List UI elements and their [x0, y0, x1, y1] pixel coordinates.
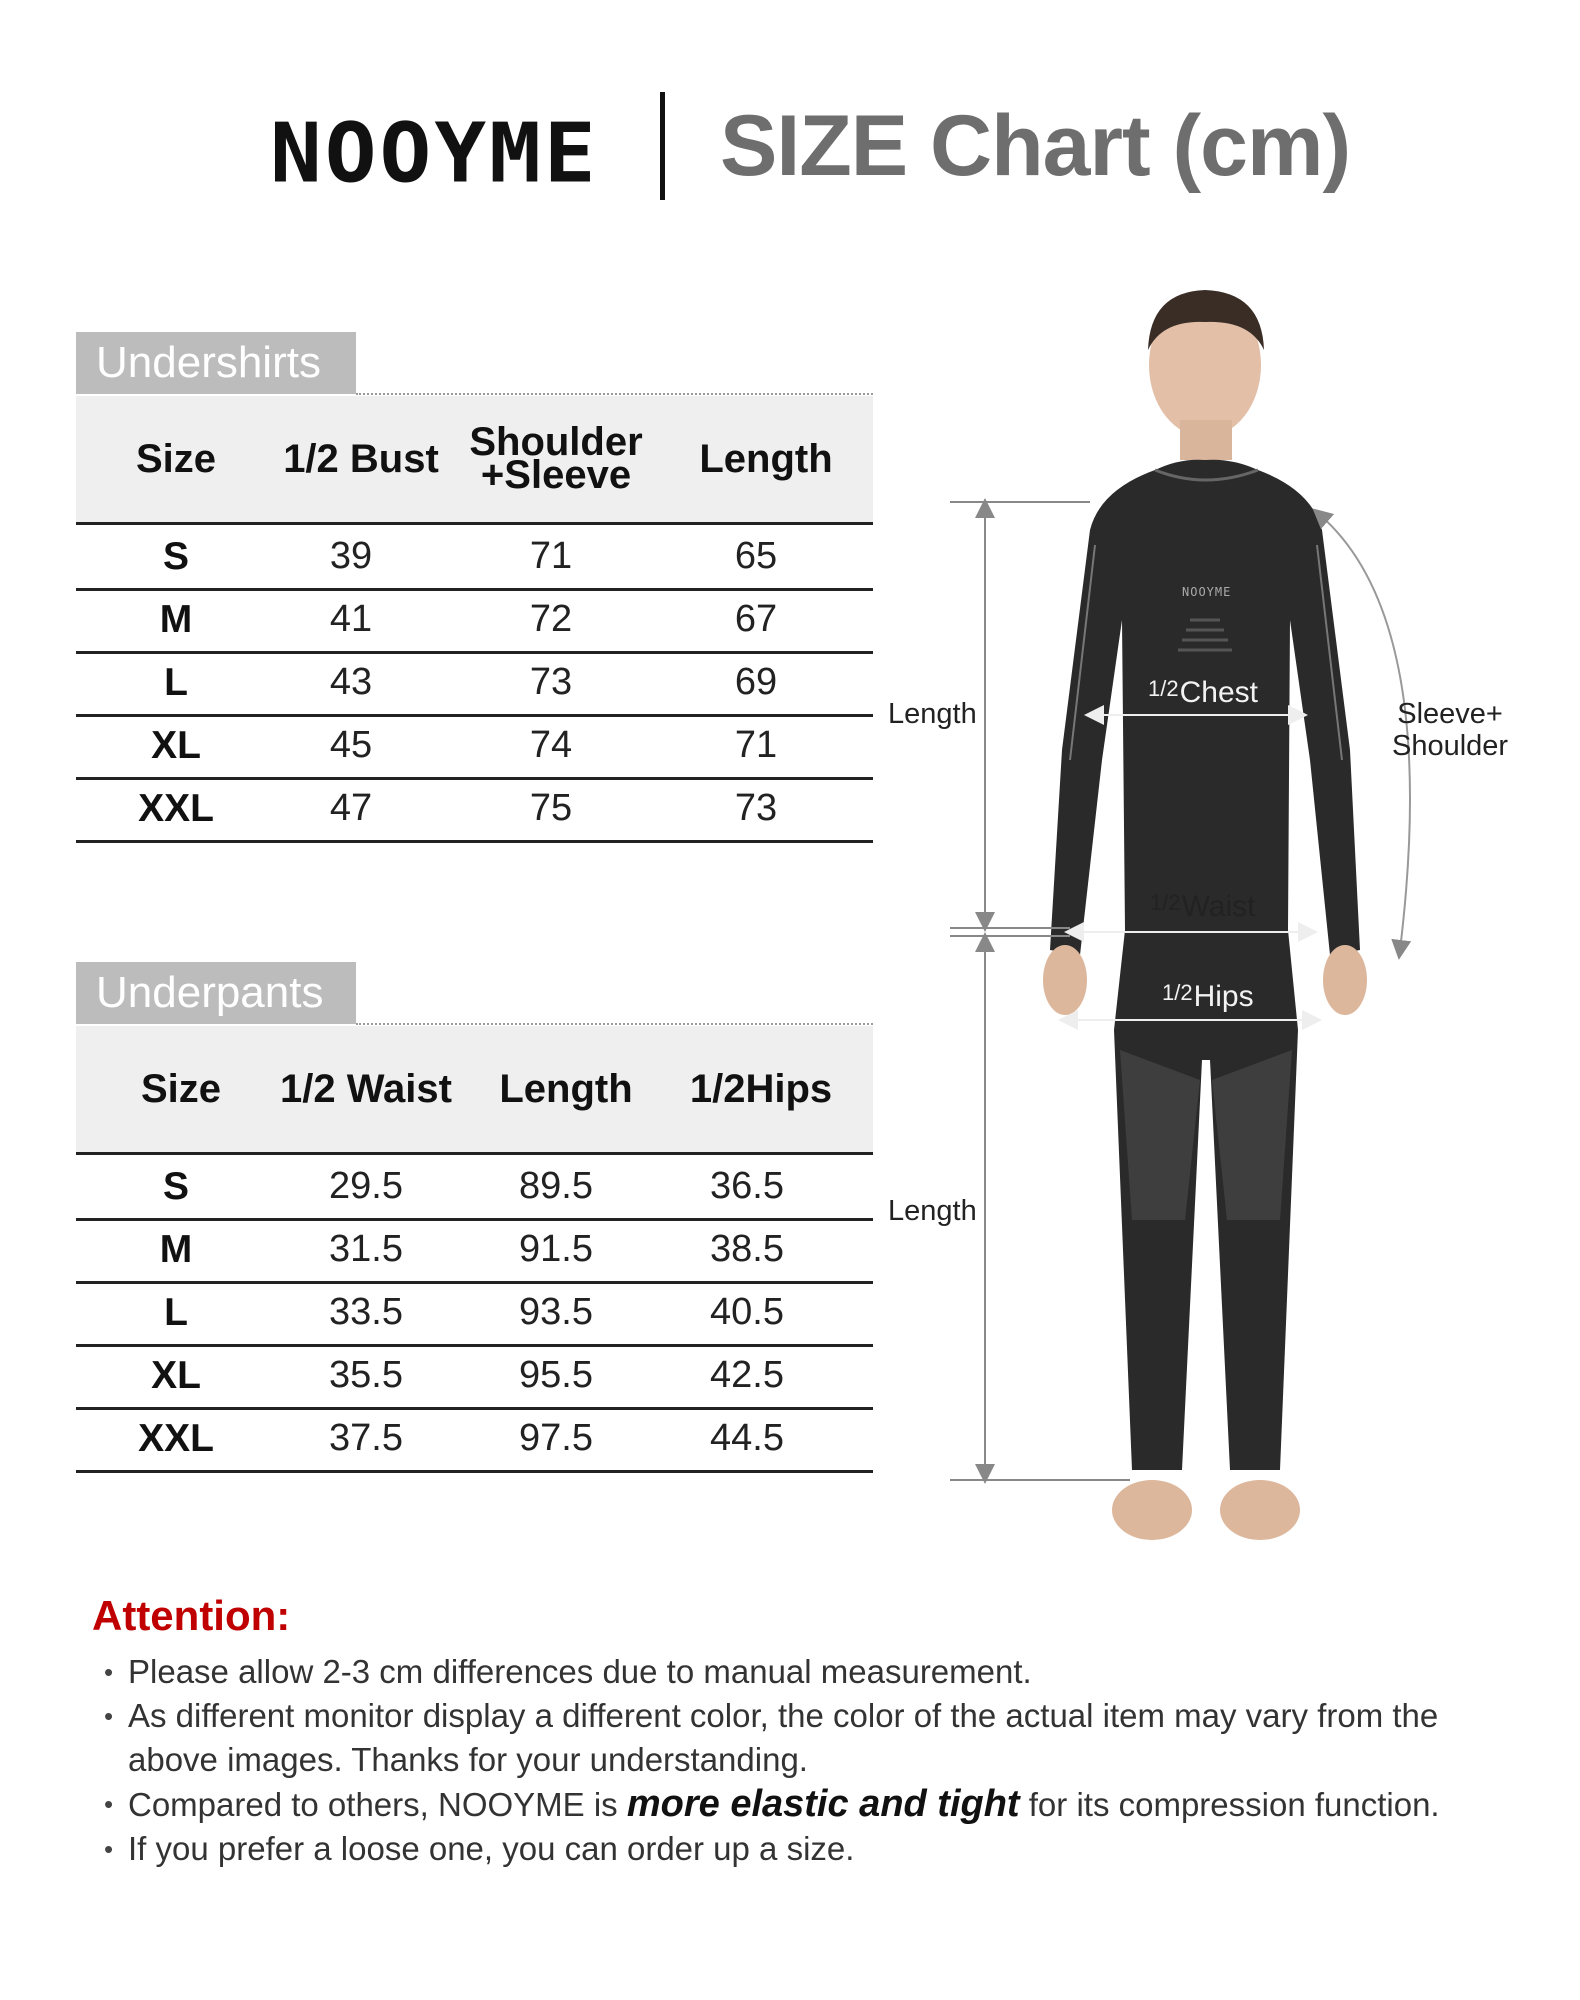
table-row: [76, 1281, 873, 1347]
size-cell: M: [159, 1227, 193, 1271]
table-cell: 37.5: [329, 1417, 403, 1459]
shirt-length-label: Length: [888, 698, 977, 730]
table-row: [76, 651, 873, 717]
table-cell: 45: [329, 724, 373, 766]
tab-dotted-divider: [356, 393, 873, 395]
table-cell: 93.5: [519, 1291, 593, 1333]
left-hand: [1043, 945, 1087, 1015]
table-cell: 44.5: [710, 1417, 784, 1459]
table-row: [76, 714, 873, 780]
sleeve-shoulder-label: Sleeve+ Shoulder: [1392, 698, 1509, 762]
table-cell: 43: [329, 661, 373, 703]
undershirts-tab-label: Undershirts: [76, 332, 356, 394]
table-header: [76, 1026, 873, 1155]
size-cell: L: [164, 1290, 188, 1334]
tab-dotted-divider: [356, 1023, 873, 1025]
note-item: • If you prefer a loose one, you can order up a size.: [100, 1827, 1520, 1871]
table-cell: 89.5: [519, 1165, 593, 1207]
table-cell: 71: [529, 535, 573, 577]
undershirts-table: [76, 332, 873, 842]
hips-label: [1162, 980, 1254, 1014]
shirt-brand-logo: NOOYME: [1182, 585, 1232, 599]
table-cell: 91.5: [519, 1228, 593, 1270]
table-cell: 67: [734, 598, 778, 640]
table-cell: 41: [329, 598, 373, 640]
table-cell: 65: [734, 535, 778, 577]
table-row: [76, 1344, 873, 1410]
underpants-table: [76, 962, 873, 1472]
half-symbol: 1/2: [1150, 890, 1181, 915]
size-cell: M: [159, 597, 193, 641]
waist-label: [1150, 890, 1255, 924]
column-header-size: Size: [135, 436, 217, 481]
table-cell: 73: [529, 661, 573, 703]
column-header-size: Size: [140, 1066, 222, 1111]
note-text: for its compression function.: [1019, 1786, 1440, 1823]
table-row: [76, 525, 873, 591]
half-symbol: 1/2: [1162, 980, 1193, 1005]
table-cell: 47: [329, 787, 373, 829]
size-cell: XXL: [138, 786, 214, 830]
underpants-tab-label: Underpants: [76, 962, 356, 1024]
note-item: • Please allow 2-3 cm differences due to manual measurement.: [100, 1650, 1520, 1694]
measurement-figure: [880, 290, 1580, 1630]
size-cell: S: [162, 534, 189, 578]
column-header-bust: 1/2 Bust: [283, 436, 439, 481]
note-item: [100, 1782, 1520, 1827]
pants-length-label: Length: [888, 1195, 977, 1227]
table-cell: 72: [529, 598, 573, 640]
note-emphasis: more elastic and tight: [626, 1783, 1020, 1825]
table-header: [76, 396, 873, 525]
table-cell: 38.5: [710, 1228, 784, 1270]
right-hand: [1323, 945, 1367, 1015]
table-cell: 97.5: [519, 1417, 593, 1459]
waist-text: Waist: [1181, 890, 1256, 923]
size-cell: S: [162, 1164, 189, 1208]
left-foot: [1112, 1480, 1192, 1540]
note-text: Compared to others, NOOYME is: [128, 1786, 627, 1823]
table-cell: 33.5: [329, 1291, 403, 1333]
table-cell: 40.5: [710, 1291, 784, 1333]
table-cell: 95.5: [519, 1354, 593, 1396]
table-row: [76, 1218, 873, 1284]
model-head: [1148, 290, 1264, 460]
table-cell: 39: [329, 535, 373, 577]
half-symbol: 1/2: [1148, 676, 1179, 701]
attention-notes: [100, 1650, 1520, 1871]
size-cell: XXL: [138, 1416, 214, 1460]
note-item: • As different monitor display a different color, the color of the actual item may vary from the above images. Thanks for your understanding.: [100, 1694, 1520, 1782]
table-cell: 73: [734, 787, 778, 829]
table-row: [76, 777, 873, 843]
column-header-waist: 1/2 Waist: [280, 1066, 452, 1111]
table-cell: 29.5: [329, 1165, 403, 1207]
table-cell: 35.5: [329, 1354, 403, 1396]
table-row: [76, 1155, 873, 1221]
table-cell: 36.5: [710, 1165, 784, 1207]
right-foot: [1220, 1480, 1300, 1540]
table-row: [76, 1407, 873, 1473]
table-row: [76, 588, 873, 654]
table-cell: 71: [734, 724, 778, 766]
header-divider: [660, 92, 665, 200]
table-cell: 31.5: [329, 1228, 403, 1270]
table-cell: 42.5: [710, 1354, 784, 1396]
column-header-hips: 1/2Hips: [689, 1066, 833, 1111]
size-cell: XL: [151, 723, 201, 767]
brand-logo: NOOYME: [270, 106, 599, 202]
size-cell: XL: [151, 1353, 201, 1397]
table-cell: 69: [734, 661, 778, 703]
chest-text: Chest: [1179, 676, 1258, 709]
attention-title: Attention:: [92, 1592, 291, 1639]
size-cell: L: [164, 660, 188, 704]
chest-label: [1148, 676, 1258, 710]
column-header-length: Length: [699, 436, 833, 481]
table-cell: 74: [529, 724, 573, 766]
table-cell: 75: [529, 787, 573, 829]
hips-text: Hips: [1193, 980, 1254, 1013]
header: [0, 92, 1580, 212]
column-header-length: Length: [499, 1066, 633, 1111]
model-illustration: [880, 290, 1580, 1630]
page-title: SIZE Chart (cm): [720, 98, 1351, 194]
column-header-shoulder-sleeve: Shoulder +Sleeve: [469, 420, 643, 497]
